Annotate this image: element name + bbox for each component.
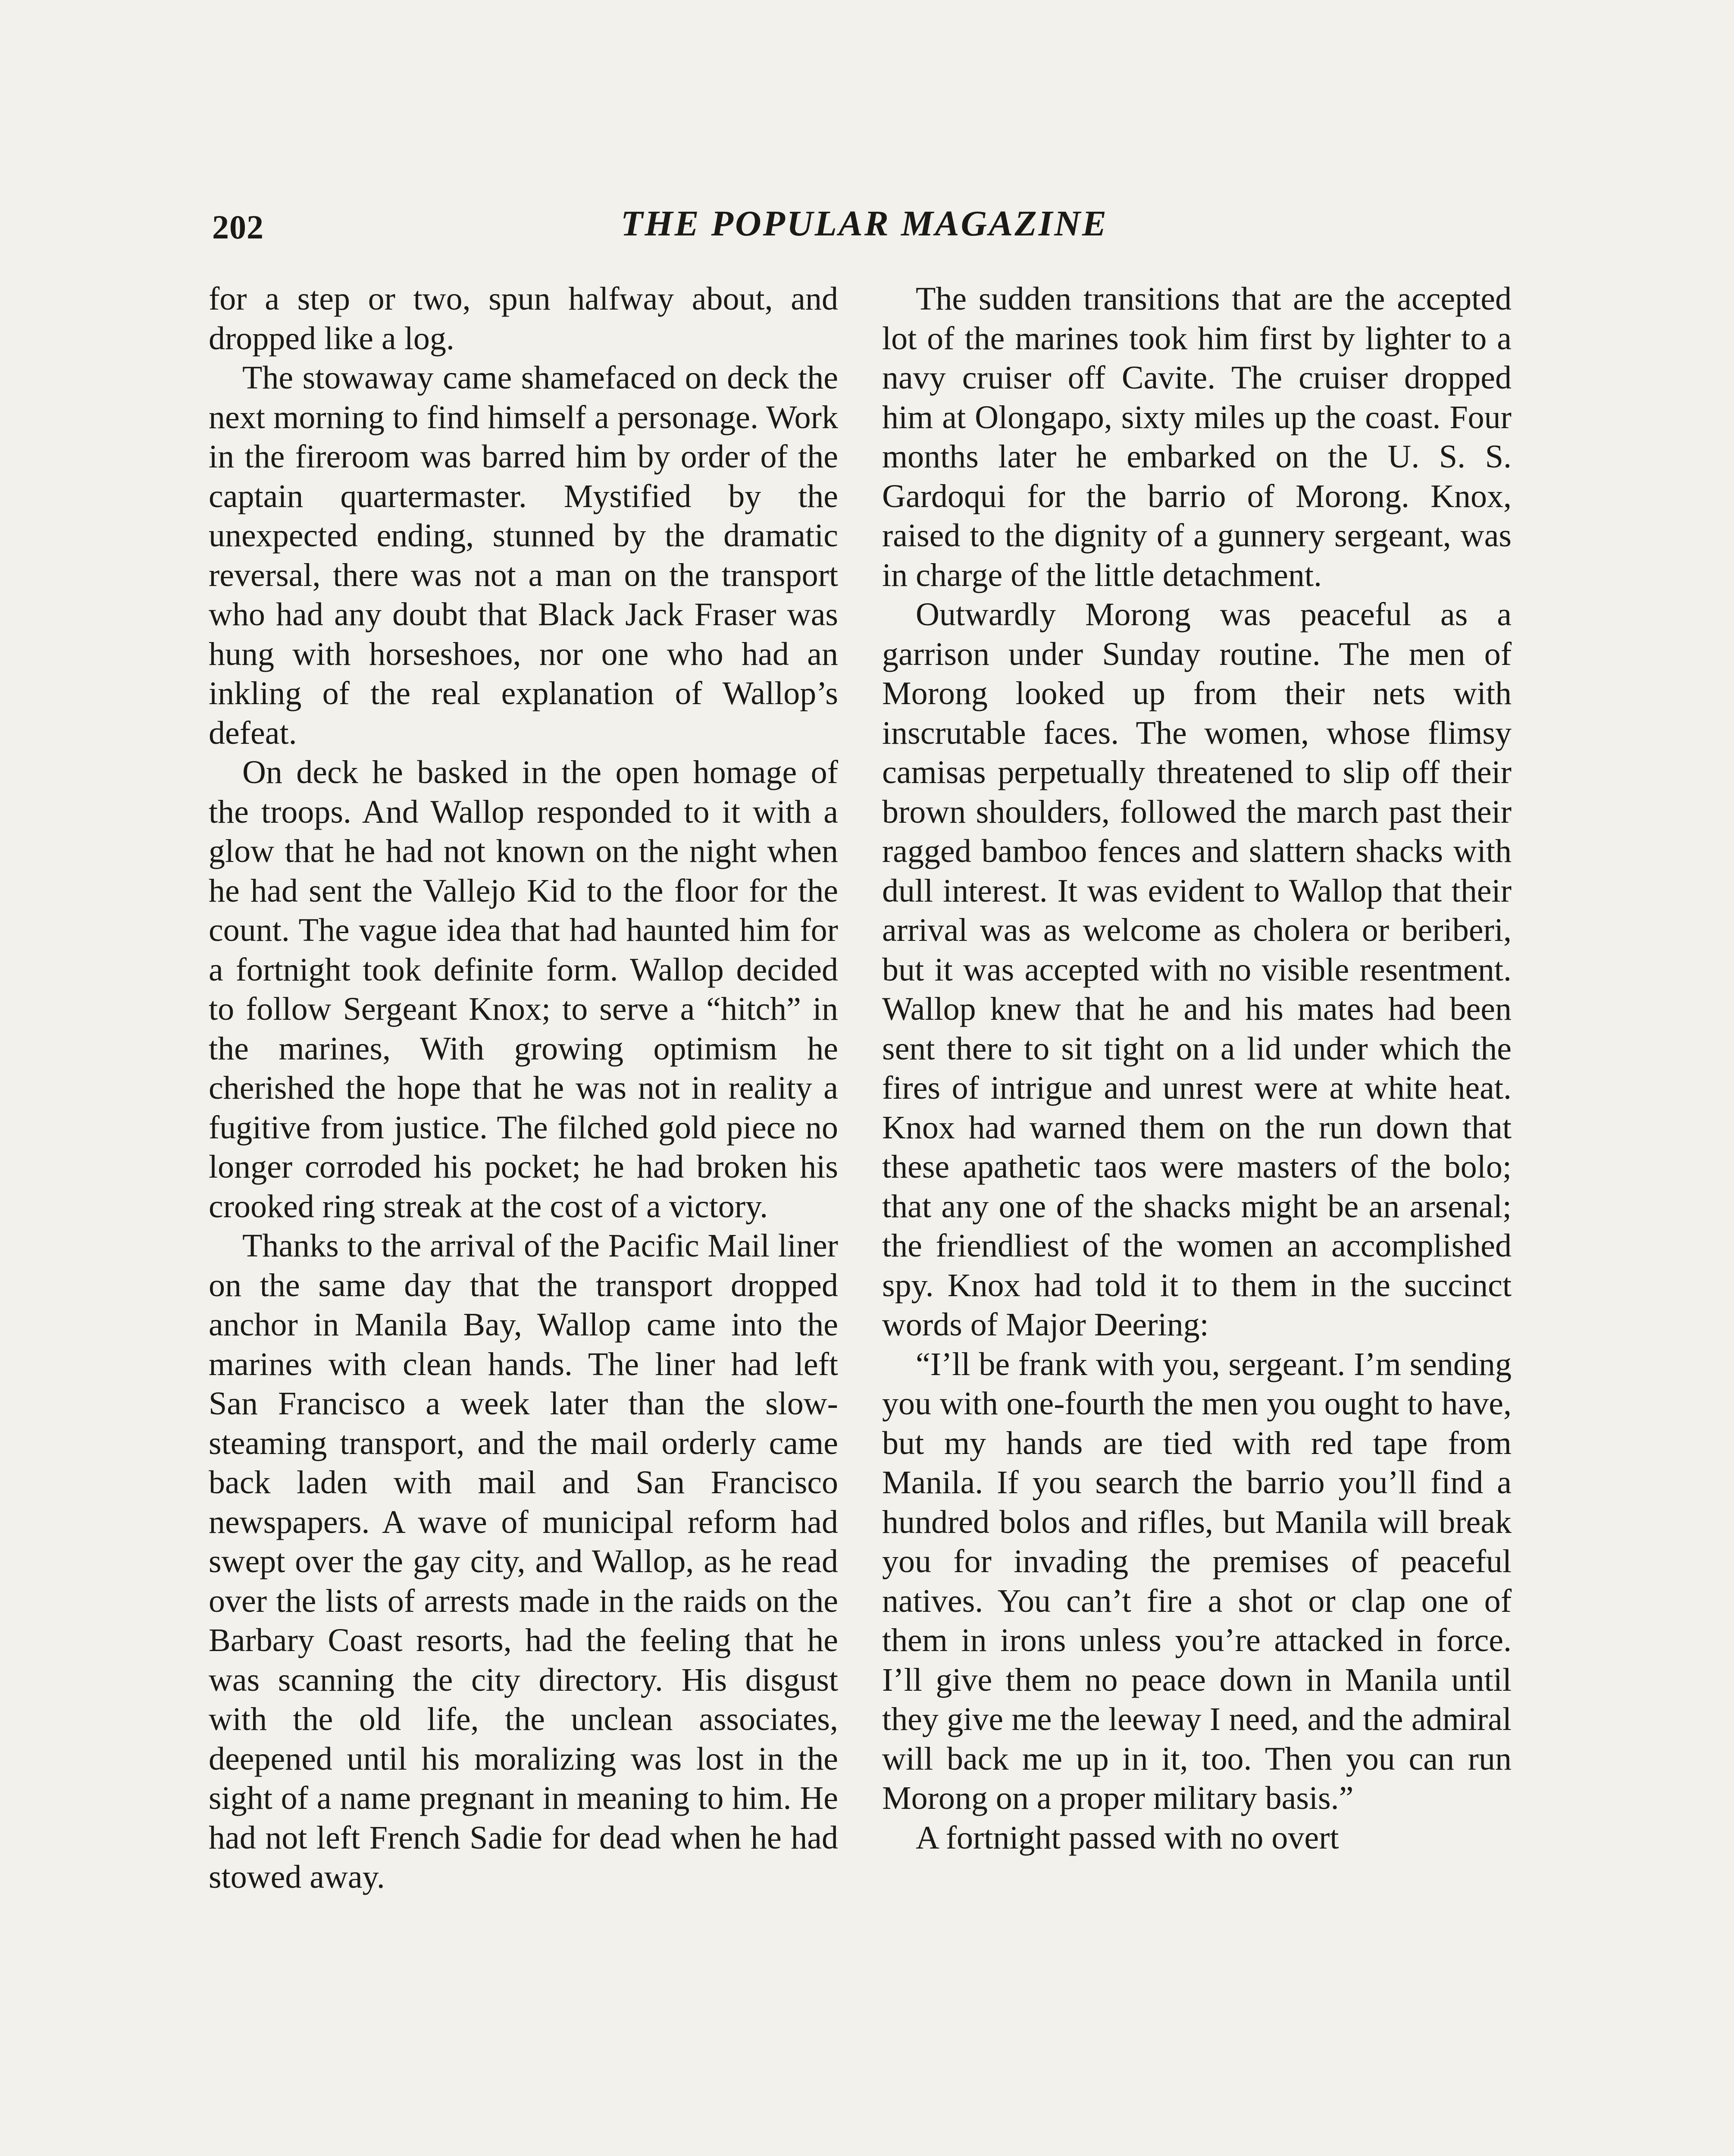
page-number: 202 (212, 208, 264, 246)
paragraph: Outwardly Morong was peaceful as a garrison under Sunday routine. The men of Morong looked up from their nets with inscrutable faces. The women, whose flimsy camisas perpetually threatened to slip off their brown shoulders, followed the march past their ragged bamboo fences and slattern shacks with dull interest. It was evident to Wallop that their arrival was as welcome as cholera or beriberi, but it was accepted with no visible resentment. Wallop knew that he and his mates had been sent there to sit tight on a lid under which the fires of intrigue and unrest were at white heat. Knox had warned them on the run down that these apathetic taos were masters of the bolo; that any one of the shacks might be an arsenal; the friendliest of the women an accomplished spy. Knox had told it to them in the succinct words of Major Deering: (882, 596, 1512, 1343)
running-head: THE POPULAR MAGAZINE (620, 204, 1108, 244)
paragraph: Thanks to the arrival of the Pacific Mail liner on the same day that the transport dropped anchor in Manila Bay, Wallop came into the marines with clean hands. The liner had left San Francisco a week later than the slow-steaming transport, and the mail orderly came back laden with mail and San Francisco newspapers. A wave of municipal reform had swept over the gay city, and Wallop, as he read over the lists of arrests made in the raids on the Barbary Coast resorts, had the feeling that he was scanning the city directory. His disgust with the old life, the unclean associates, deepened until his moralizing was lost in the sight of a name pregnant in meaning to him. He had not left French Sadie for dead when he had stowed away. (209, 1228, 838, 1895)
paragraph: A fortnight passed with no overt (916, 1819, 1339, 1856)
paragraph: On deck he basked in the open homage of the troops. And Wallop responded to it with a glow that he had not known on the night when he had sent the Vallejo Kid to the floor for the count. The vague idea that had haunted him for a fortnight took definite form. Wallop decided to follow Sergeant Knox; to serve a “hitch” in the marines, With growing optimism he cherished the hope that he was not in reality a fugitive from justice. The filched gold piece no longer corroded his pocket; he had broken his crooked ring streak at the cost of a victory. (209, 754, 838, 1225)
paragraph: The stowaway came shamefaced on deck the next morning to find himself a personage. Work in the fireroom was barred him by order of the captain quartermaster. Mystified by the unexpected ending, stunned by the dramatic reversal, there was not a man on the transport who had any doubt that Black Jack Fraser was hung with horseshoes, nor one who had an inkling of the real explanation of Wallop’s defeat. (209, 360, 838, 751)
left-column (209, 279, 838, 1897)
right-column (882, 279, 1512, 1858)
paragraph: “I’ll be frank with you, sergeant. I’m sending you with one-fourth the men you ought to have, but my hands are tied with red tape from Manila. If you search the barrio you’ll find a hundred bolos and rifles, but Manila will break you for invading the premises of peaceful natives. You can’t fire a shot or clap one of them in irons unless you’re attacked in force. I’ll give them no peace down in Manila until they give me the leeway I need, and the admiral will back me up in it, too. Then you can run Morong on a proper military basis.” (882, 1346, 1512, 1816)
paragraph: for a step or two, spun halfway about, and dropped like a log. (209, 281, 838, 357)
paragraph: The sudden transitions that are the accepted lot of the marines took him first by lighter to a navy cruiser off Cavite. The cruiser dropped him at Olongapo, sixty miles up the coast. Four months later he embarked on the U. S. S. Gardoqui for the barrio of Morong. Knox, raised to the dignity of a gunnery sergeant, was in charge of the little detachment. (882, 281, 1512, 593)
